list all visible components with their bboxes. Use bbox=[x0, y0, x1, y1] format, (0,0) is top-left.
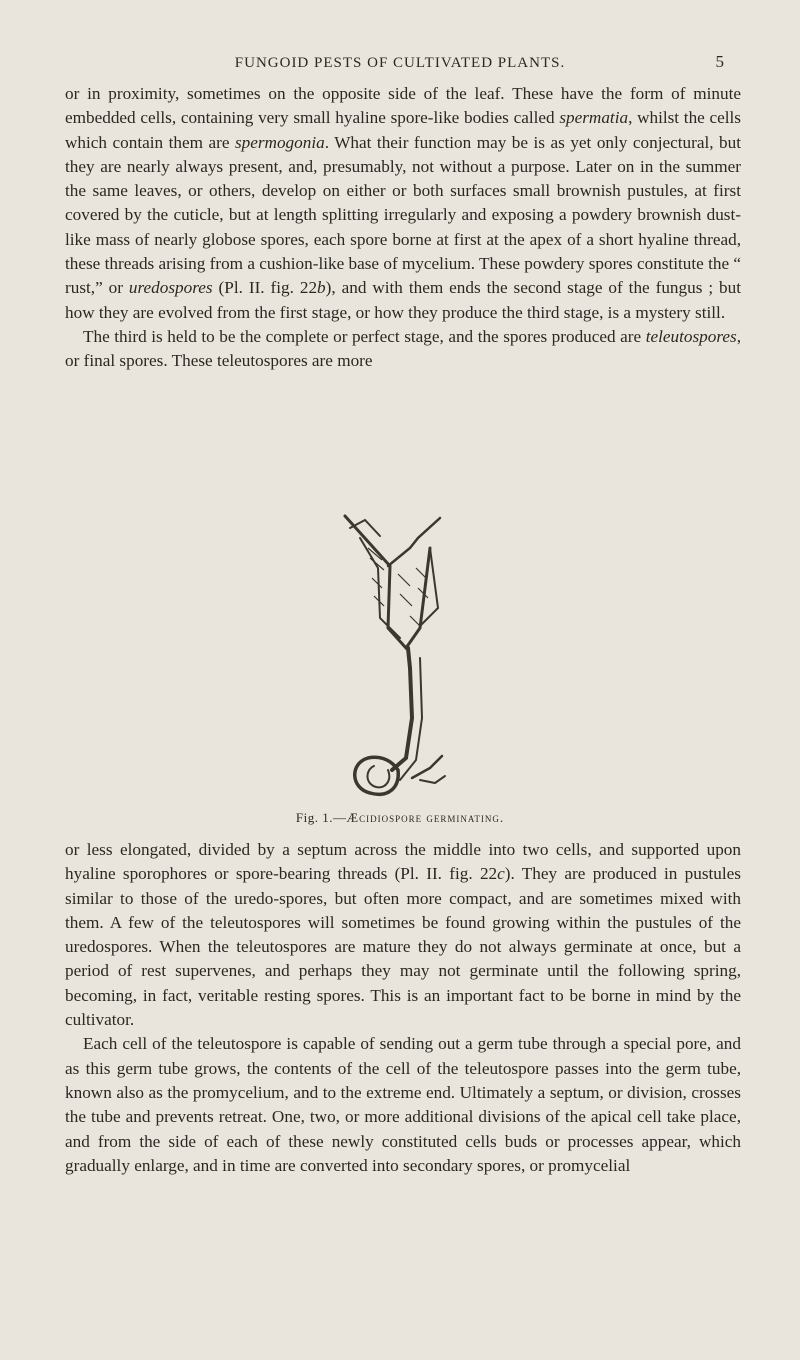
figure-caption bbox=[0, 810, 800, 826]
text-run: ), and with them ends the second stage of the fungus ; but how they are evolved from the first stage, or how they produce the third stage, is a mystery still. bbox=[65, 278, 741, 322]
text-run: The third is held to be the complete or perfect stage, and the spores produced are bbox=[83, 326, 646, 346]
body-text-bottom bbox=[65, 838, 741, 1178]
paragraph bbox=[65, 82, 741, 325]
paragraph bbox=[65, 325, 741, 374]
italic-term: c bbox=[497, 864, 505, 884]
text-run: Each cell of the teleutospore is capable of sending out a germ tube through a special pore, and as this germ tube grows, the contents of the cell of the teleutospore passes into the germ tube, known also as the promycelium, and to the extreme end. Ultimately a septum, or division, crosses the tube and prevents retreat. One, two, or more additional divisions of the apical cell take place, and from the side of each of these newly constituted cells buds or processes appear, which gradually enlarge, and in time are converted into secondary spores, or promycelial bbox=[65, 1034, 741, 1175]
aecidiospore-illustration bbox=[270, 508, 530, 808]
italic-term: uredospores bbox=[128, 278, 213, 298]
italic-term: teleutospores bbox=[645, 326, 737, 346]
paragraph bbox=[65, 1032, 741, 1178]
italic-term: spermogonia bbox=[234, 132, 325, 152]
text-run: , or final spores. These teleutospores are more bbox=[65, 326, 741, 371]
text-run: or in proximity, sometimes on the opposite side of the leaf. These have the form of minute embedded cells, containing very small hyaline spore-like bodies called bbox=[65, 84, 741, 128]
text-run: . What their function may be is as yet only conjectural, but they are nearly always present, and, presumably, not without a purpose. Later on in the summer the same leaves, or others, develop on either or both surfaces small brownish pustules, at first covered by the cuticle, but at length splitting irregularly and exposing a powdery brownish dust-like mass of nearly globose spores, each spore borne at first at the apex of a short hyaline thread, these threads arising from a cushion-like base of mycelium. These powdery spores constitute the “ rust,” or bbox=[65, 132, 742, 298]
text-run: , whilst the cells which contain them are bbox=[65, 108, 741, 152]
italic-term: b bbox=[317, 278, 326, 298]
body-text-top bbox=[65, 82, 741, 374]
page-number: 5 bbox=[715, 52, 724, 71]
caption-prefix: Fig. 1.— bbox=[295, 810, 347, 825]
figure-aecidiospore bbox=[270, 508, 530, 808]
caption-text: Æcidiospore germinating. bbox=[346, 810, 505, 825]
text-run: or less elongated, divided by a septum across the middle into two cells, and supported upon hyaline sporophores or spore-bearing threads (Pl. II. fig. 22 bbox=[65, 840, 741, 884]
paragraph bbox=[65, 838, 741, 1032]
italic-term: spermatia bbox=[559, 108, 629, 128]
text-run: ). They are produced in pustules similar to those of the uredo-spores, but often more compact, and are sometimes mixed with them. A few of the teleutospores will sometimes be found growing within the pustules of the uredospores. When the teleutospores are mature they do not always germinate at once, but a period of rest supervenes, and perhaps they may not germinate until the following spring, becoming, in fact, veritable resting spores. This is an important fact to be borne in mind by the cultivator. bbox=[65, 864, 741, 1030]
running-head: FUNGOID PESTS OF CULTIVATED PLANTS. bbox=[234, 55, 566, 71]
text-run: (Pl. II. fig. 22 bbox=[212, 278, 318, 298]
